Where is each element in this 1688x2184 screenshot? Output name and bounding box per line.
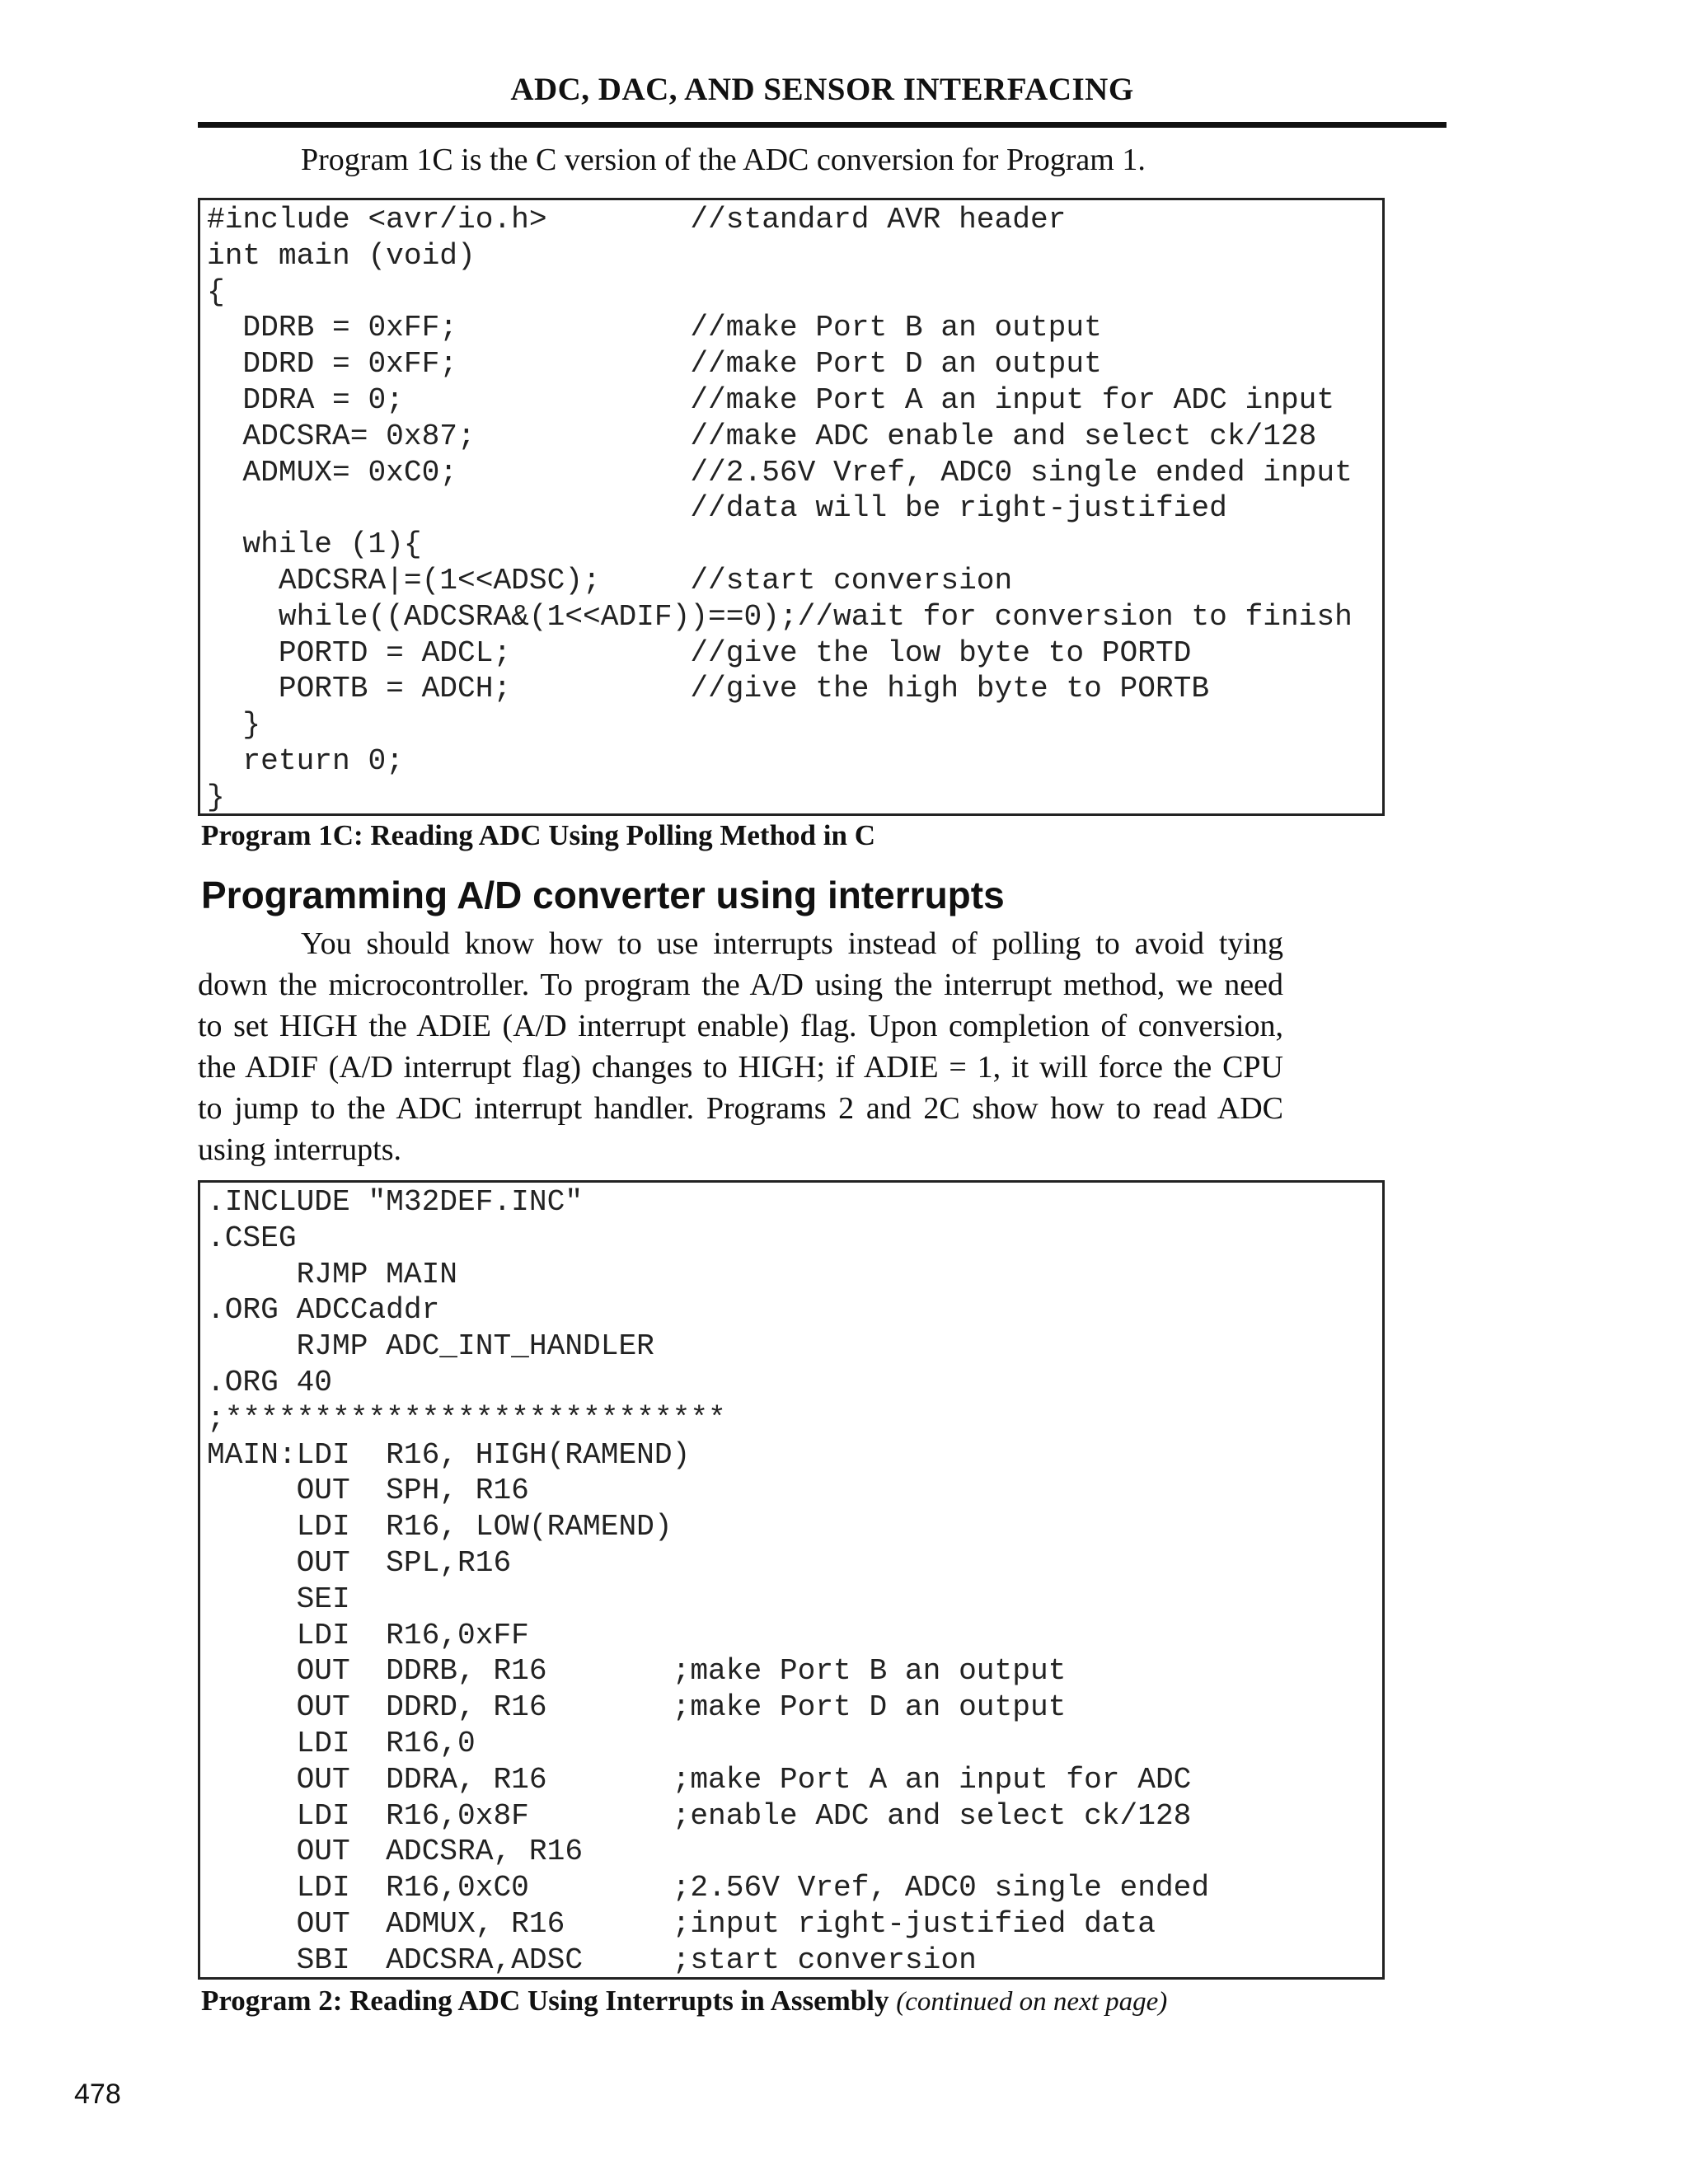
program-2-caption [201,1985,1167,2018]
paragraph-line: using interrupts. [198,1132,401,1167]
section-heading: Programming A/D converter using interrupts [201,874,1005,916]
program-2-code: .INCLUDE "M32DEF.INC" .CSEG RJMP MAIN .ORG ADCCaddr RJMP ADC_INT_HANDLER .ORG 40 ;**************************** MAIN:LDI R16, HIGH(RAMEND) OUT SPH, R16 LDI R16, LOW(RAMEND) OUT SPL,R16 SEI LDI R16,0xFF OUT DDRB, R16 ;make Port B an output OUT DDRD, R16 ;make Port D an output LDI R16,0 OUT DDRA, R16 ;make Port A an input for ADC LDI R16,0x8F ;enable ADC and select ck/128 OUT ADCSRA, R16 LDI R16,0xC0 ;2.56V Vref, ADC0 single ended OUT ADMUX, R16 ;input right-justified data SBI ADCSRA,ADSC ;start conversion [207,1185,1210,1977]
program-1c-code-box [198,198,1385,816]
paragraph-line: to jump to the ADC interrupt handler. Programs 2 and 2C show how to read ADC [198,1091,1283,1126]
program-2-caption-note: (continued on next page) [896,1987,1168,2017]
page-number: 478 [74,2079,121,2110]
program-2-caption-title: Program 2: Reading ADC Using Interrupts in Assembly [201,1985,889,2017]
intro-sentence: Program 1C is the C version of the ADC conversion for Program 1. [301,143,1146,177]
paragraph-line: the ADIF (A/D interrupt flag) changes to HIGH; if ADIE = 1, it will force the CPU [198,1050,1283,1085]
header-rule [198,122,1447,128]
program-1c-code: #include <avr/io.h> //standard AVR header int main (void) { DDRB = 0xFF; //make Port B an output DDRD = 0xFF; //make Port D an output DDRA = 0; //make Port A an input for ADC input ADCSRA= 0x87; //make ADC enable and select ck/128 ADMUX= 0xC0; //2.56V Vref, ADC0 single ended input //data will be right-justified while (1){ ADCSRA|=(1<<ADSC); //start conversion while((ADCSRA&(1<<ADIF))==0);//wait for conversion to finish PORTD = ADCL; //give the low byte to PORTD PORTB = ADCH; //give the high byte to PORTB } return 0; } [207,203,1353,814]
paragraph-line: You should know how to use interrupts instead of polling to avoid tying [301,926,1283,961]
program-1c-caption: Program 1C: Reading ADC Using Polling Method in C [201,819,875,851]
running-header: ADC, DAC, AND SENSOR INTERFACING [510,72,1134,107]
paragraph-line: to set HIGH the ADIE (A/D interrupt enable) flag. Upon completion of conversion, [198,1009,1283,1043]
section-paragraph [198,923,1283,1170]
paragraph-line: down the microcontroller. To program the A/D using the interrupt method, we need [198,968,1283,1002]
program-2-code-box [198,1180,1385,1980]
